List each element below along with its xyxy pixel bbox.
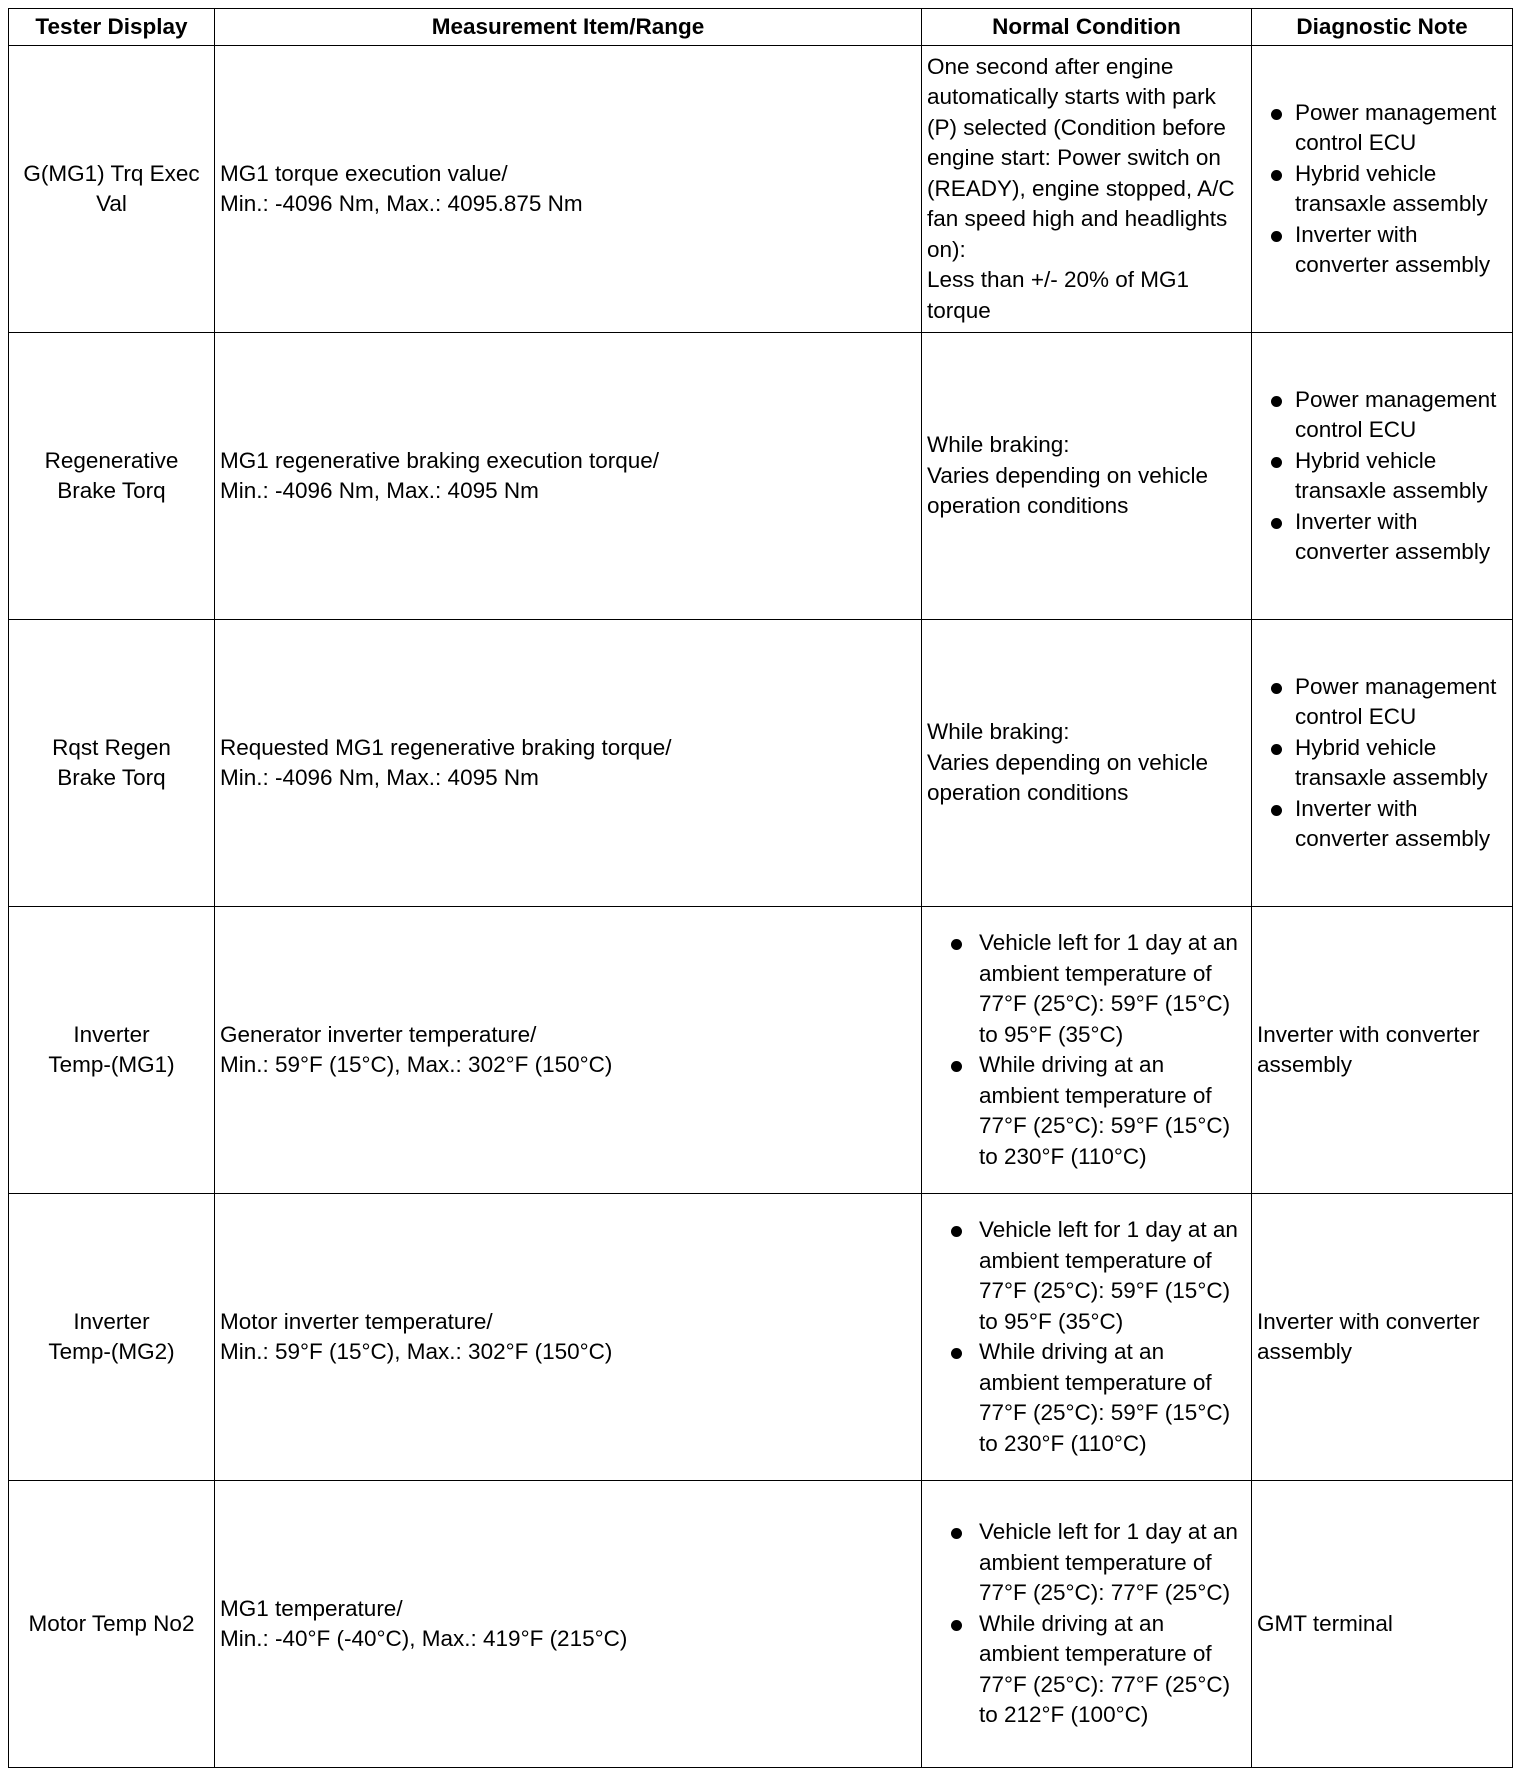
normal-condition-cell <box>922 620 1252 907</box>
bullet-icon <box>1271 805 1282 816</box>
diagnostic-note-cell: Inverter with converter assembly <box>1252 907 1513 1194</box>
table-row <box>9 1194 1513 1481</box>
list-item <box>927 1215 1246 1337</box>
table-row <box>9 1481 1513 1768</box>
list-item <box>927 1050 1246 1172</box>
measurement-cell <box>215 46 922 333</box>
normal-condition-cell <box>922 907 1252 1194</box>
normal-condition-text: While braking: <box>927 432 1070 458</box>
bullet-icon <box>1271 683 1282 694</box>
list-item <box>1257 507 1507 568</box>
table-row <box>9 907 1513 1194</box>
diagnostic-note-text: Inverter with converter assembly <box>1295 221 1491 277</box>
bullet-icon <box>951 1348 962 1359</box>
tester-display-cell <box>9 620 215 907</box>
bullet-icon <box>951 939 962 950</box>
bullet-icon <box>1271 518 1282 529</box>
list-item <box>927 1609 1246 1731</box>
measurement-range: Min.: 59°F (15°C), Max.: 302°F (150°C) <box>220 1339 613 1364</box>
diagnostic-note-cell <box>1252 620 1513 907</box>
normal-condition-text: While driving at an ambient temperature of 77°F (25°C): 59°F (15°C) to 230°F (110°C) <box>979 1339 1231 1456</box>
diagnostic-note-cell <box>1252 46 1513 333</box>
header-measurement-item: Measurement Item/Range <box>215 9 922 46</box>
tester-display-cell <box>9 1481 215 1768</box>
normal-condition-text: While driving at an ambient temperature of 77°F (25°C): 59°F (15°C) to 230°F (110°C) <box>979 1052 1231 1169</box>
tester-display-line: Motor Temp No2 <box>28 1610 195 1636</box>
diagnostic-note-cell <box>1252 333 1513 620</box>
tester-display-line: Inverter <box>73 1308 150 1334</box>
measurement-range: Min.: -40°F (-40°C), Max.: 419°F (215°C) <box>220 1626 628 1651</box>
diagnostic-note-text: Power management control ECU <box>1295 673 1497 729</box>
tester-display-cell <box>9 907 215 1194</box>
measurement-range: Min.: -4096 Nm, Max.: 4095 Nm <box>220 478 539 503</box>
bullet-icon <box>951 1226 962 1237</box>
tester-display-cell <box>9 333 215 620</box>
normal-condition-cell <box>922 46 1252 333</box>
bullet-icon <box>1271 231 1282 242</box>
measurement-item: MG1 temperature/ <box>220 1595 403 1621</box>
normal-condition-text: Vehicle left for 1 day at an ambient temperature of 77°F (25°C): 59°F (15°C) to 95°F (35°C) <box>979 1217 1238 1334</box>
table-header-row <box>9 9 1513 46</box>
diagnostic-note-list <box>1257 385 1507 568</box>
diagnostic-note-list <box>1257 672 1507 855</box>
list-item <box>1257 672 1507 733</box>
bullet-icon <box>951 1528 962 1539</box>
bullet-icon <box>1271 109 1282 120</box>
bullet-icon <box>1271 744 1282 755</box>
bullet-icon <box>1271 396 1282 407</box>
diagnostic-note-cell: Inverter with converter assembly <box>1252 1194 1513 1481</box>
measurement-cell <box>215 907 922 1194</box>
diagnostic-note-text: Power management control ECU <box>1295 386 1497 442</box>
measurement-cell <box>215 620 922 907</box>
normal-condition-cell <box>922 1481 1252 1768</box>
tester-display-line: Regenerative <box>44 447 179 473</box>
tester-display-line: Val <box>96 191 127 216</box>
normal-condition-text: Less than +/- 20% of MG1 torque <box>927 267 1190 323</box>
bullet-icon <box>951 1061 962 1072</box>
normal-condition-text: While driving at an ambient temperature of 77°F (25°C): 77°F (25°C) to 212°F (100°C) <box>979 1610 1231 1728</box>
tester-display-line: Temp-(MG2) <box>48 1339 175 1364</box>
bullet-icon <box>951 1620 962 1631</box>
normal-condition-text: Varies depending on vehicle operation conditions <box>927 462 1209 519</box>
measurement-range: Min.: -4096 Nm, Max.: 4095.875 Nm <box>220 191 583 216</box>
measurement-range: Min.: 59°F (15°C), Max.: 302°F (150°C) <box>220 1052 613 1077</box>
tester-display-cell <box>9 46 215 333</box>
normal-condition-text: One second after engine automatically starts with park (P) selected (Condition before engine start: Power switch on (READY), engine stopped, A/C fan speed high and headlights on): <box>927 53 1235 262</box>
list-item <box>927 1337 1246 1459</box>
diagnostic-note-list <box>1257 98 1507 281</box>
bullet-icon <box>1271 457 1282 468</box>
measurement-cell <box>215 333 922 620</box>
list-item <box>1257 220 1507 281</box>
measurement-range: Min.: -4096 Nm, Max.: 4095 Nm <box>220 765 539 790</box>
data-list-table <box>8 8 1513 1768</box>
table-row <box>9 333 1513 620</box>
tester-display-line: G(MG1) Trq Exec <box>23 160 200 186</box>
diagnostic-note-cell: GMT terminal <box>1252 1481 1513 1768</box>
list-item <box>1257 733 1507 794</box>
list-item <box>1257 98 1507 159</box>
normal-condition-text: Varies depending on vehicle operation conditions <box>927 749 1209 806</box>
table-row <box>9 46 1513 333</box>
table-row <box>9 620 1513 907</box>
header-normal-condition: Normal Condition <box>922 9 1252 46</box>
diagnostic-note-text: Hybrid vehicle transaxle assembly <box>1295 160 1488 216</box>
diagnostic-note-text: Hybrid vehicle transaxle assembly <box>1295 734 1488 790</box>
diagnostic-note-text: Inverter with converter assembly <box>1295 508 1491 564</box>
normal-condition-cell <box>922 333 1252 620</box>
list-item <box>1257 385 1507 446</box>
tester-display-line: Temp-(MG1) <box>48 1052 175 1077</box>
measurement-cell <box>215 1194 922 1481</box>
tester-display-line: Inverter <box>73 1021 150 1047</box>
header-tester-display: Tester Display <box>9 9 215 46</box>
list-item <box>1257 794 1507 855</box>
tester-display-line: Brake Torq <box>57 765 166 790</box>
measurement-item: Motor inverter temperature/ <box>220 1308 493 1334</box>
measurement-item: Requested MG1 regenerative braking torque/ <box>220 734 672 760</box>
measurement-item: MG1 regenerative braking execution torque/ <box>220 447 660 473</box>
diagnostic-note-text: Power management control ECU <box>1295 99 1497 155</box>
measurement-cell <box>215 1481 922 1768</box>
normal-condition-text: While braking: <box>927 719 1070 745</box>
measurement-item: MG1 torque execution value/ <box>220 160 508 186</box>
tester-display-cell <box>9 1194 215 1481</box>
tester-display-line: Brake Torq <box>57 478 166 503</box>
diagnostic-note-text: Inverter with converter assembly <box>1295 795 1491 851</box>
header-diagnostic-note: Diagnostic Note <box>1252 9 1513 46</box>
normal-condition-list <box>927 1215 1246 1459</box>
list-item <box>1257 446 1507 507</box>
diagnostic-note-text: Hybrid vehicle transaxle assembly <box>1295 447 1488 503</box>
bullet-icon <box>1271 170 1282 181</box>
normal-condition-cell <box>922 1194 1252 1481</box>
normal-condition-text: Vehicle left for 1 day at an ambient temperature of 77°F (25°C): 77°F (25°C) <box>979 1519 1238 1606</box>
list-item <box>927 928 1246 1050</box>
normal-condition-list <box>927 1517 1246 1731</box>
list-item <box>927 1517 1246 1609</box>
measurement-item: Generator inverter temperature/ <box>220 1021 537 1047</box>
normal-condition-text: Vehicle left for 1 day at an ambient temperature of 77°F (25°C): 59°F (15°C) to 95°F (35°C) <box>979 930 1238 1047</box>
normal-condition-list <box>927 928 1246 1172</box>
list-item <box>1257 159 1507 220</box>
tester-display-line: Rqst Regen <box>52 734 171 760</box>
